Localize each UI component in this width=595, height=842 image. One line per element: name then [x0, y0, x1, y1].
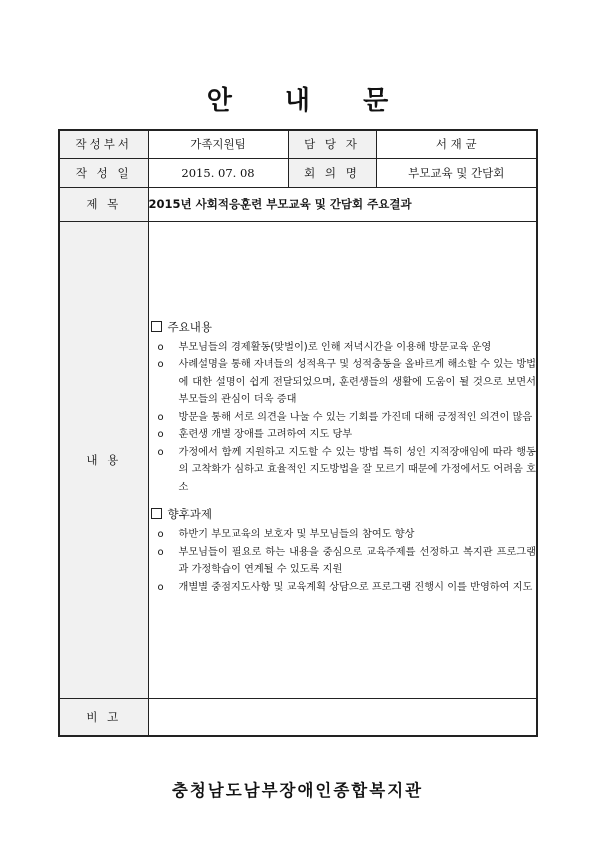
remarks-row	[59, 698, 537, 736]
organization-name: 충청남도남부장애인종합복지관	[171, 781, 424, 800]
circle-bullet-icon: o	[157, 529, 164, 541]
checkbox-square-icon	[151, 321, 162, 332]
circle-bullet-icon: o	[157, 446, 164, 458]
dept-value: 가족지원팀	[148, 130, 288, 158]
notice-table	[58, 129, 538, 737]
document-title: 안 내 문	[206, 86, 411, 116]
list-item: o 사례설명을 통해 자녀들의 성적욕구 및 성적충동을 올바르게 해소할 수 있는 방법에 대한 설명이 쉽게 전달되었으며, 훈련생들의 생활에 도움이 될 것으로 보면서 부모들의 관심이 더욱 증대	[149, 356, 537, 409]
list-item: o 부모님들의 경제활동(맞벌이)로 인해 저녁시간을 이용해 방문교육 운영	[149, 339, 537, 357]
owner-label: 담 당 자	[288, 130, 376, 158]
content-row	[59, 221, 537, 698]
circle-bullet-icon: o	[157, 546, 164, 558]
checkbox-square-icon	[151, 508, 162, 519]
circle-bullet-icon: o	[157, 341, 164, 353]
list-item: o 훈련생 개별 장애를 고려하여 지도 당부	[149, 426, 537, 444]
section-heading	[151, 319, 537, 335]
section-heading-text: 향후과제	[167, 507, 212, 522]
list-item: o 하반기 부모교육의 보호자 및 부모님들의 참여도 향상	[149, 526, 537, 544]
circle-bullet-icon: o	[157, 411, 164, 423]
header-row-1	[59, 130, 537, 158]
list-item: o 개별별 중점지도사항 및 교육계획 상담으로 프로그램 진행시 이를 반영하여 지도	[149, 579, 537, 597]
date-label: 작 성 일	[59, 158, 148, 187]
remarks-value	[148, 698, 537, 736]
header-row-2	[59, 158, 537, 187]
subject-label: 제 목	[59, 187, 148, 221]
meeting-value: 부모교육 및 간담회	[376, 158, 537, 187]
list-item: o 가정에서 함께 지원하고 지도할 수 있는 방법 특히 성인 지적장애임에 따라 행동의 고착화가 심하고 효율적인 지도방법을 잘 모르기 때문에 가정에서도 어려움 호소	[149, 444, 537, 497]
date-value: 2015. 07. 08	[148, 158, 288, 187]
section-heading-text: 주요내용	[167, 319, 212, 334]
main-items-list	[149, 339, 537, 497]
subject-value: 2015년 사회적응훈련 부모교육 및 간담회 주요결과	[148, 187, 537, 221]
list-item: o 방문을 통해 서로 의견을 나눌 수 있는 기회를 가진데 대해 긍정적인 의견이 많음	[149, 409, 537, 427]
meeting-label: 회 의 명	[288, 158, 376, 187]
circle-bullet-icon: o	[157, 429, 164, 441]
circle-bullet-icon: o	[157, 359, 164, 371]
content-label: 내 용	[59, 221, 148, 698]
future-items-list	[149, 526, 537, 596]
owner-value: 서 재 균	[376, 130, 537, 158]
dept-label: 작성부서	[59, 130, 148, 158]
remarks-label: 비 고	[59, 698, 148, 736]
content-body	[148, 221, 537, 698]
section-heading	[151, 506, 537, 522]
circle-bullet-icon: o	[157, 581, 164, 593]
list-item: o 부모님들이 필요로 하는 내용을 중심으로 교육주제를 선정하고 복지관 프로그램과 가정학습이 연계될 수 있도록 지원	[149, 544, 537, 579]
subject-row	[59, 187, 537, 221]
